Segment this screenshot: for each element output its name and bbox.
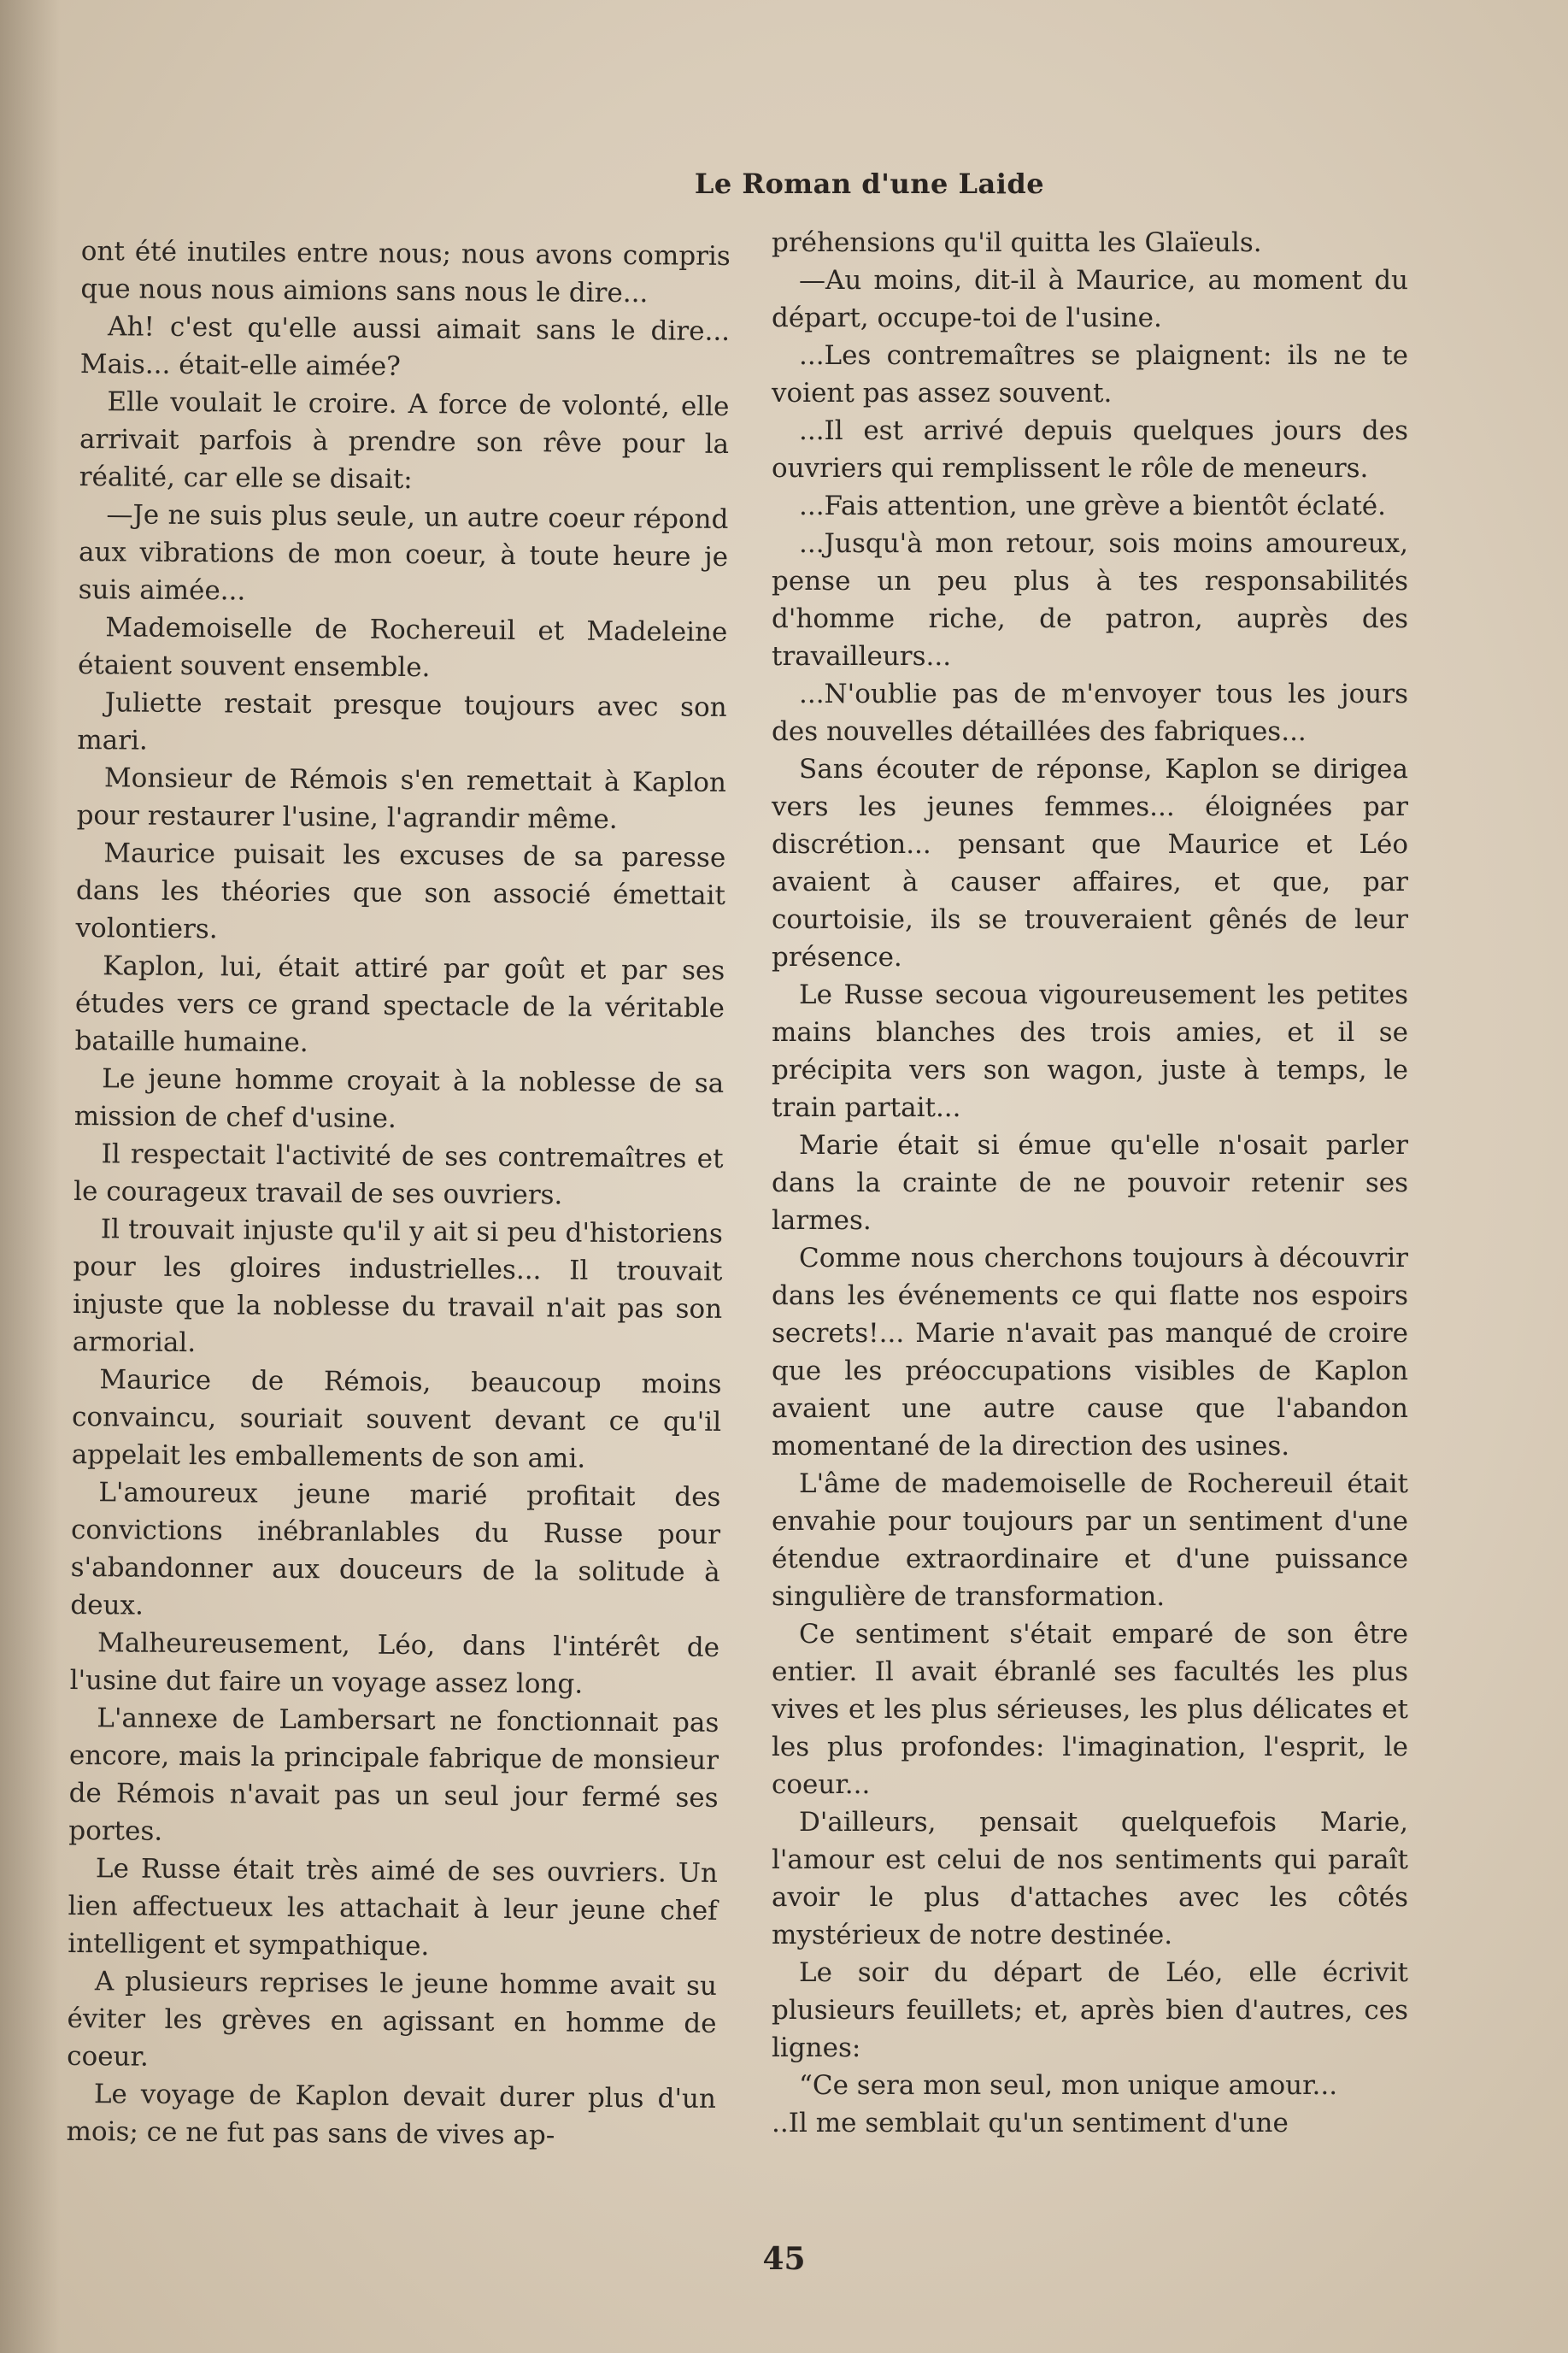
paragraph: préhensions qu'il quitta les Glaïeuls. [772,227,1262,258]
paragraph: L'amoureux jeune marié profitait des convictions inébranlables du Russe pour s'abandonner aux douceurs de la solitude à deux. [70,1477,721,1621]
paragraph: ont été inutiles entre nous; nous avons compris que nous nous aimions sans nous le dire... [80,235,731,309]
paragraph: —Je ne suis plus seule, un autre coeur répond aux vibrations de mon coeur, à toute heure je suis aimée... [78,499,729,607]
paragraph: Juliette restait presque toujours avec son mari. [77,687,727,756]
paragraph: “Ce sera mon seul, mon unique amour... [799,2070,1338,2101]
paragraph: L'âme de mademoiselle de Rochereuil était envahie pour toujours par un sentiment d'une étendue extraordinaire et d'une puissance singulière de transformation. [772,1468,1408,1612]
paragraph: Le Russe secoua vigoureusement les petites mains blanches des trois amies, et il se précipita vers son wagon, juste à temps, le train partait... [772,979,1408,1123]
paragraph: Le voyage de Kaplon devait durer plus d'un mois; ce ne fut pas sans de vives ap- [66,2079,717,2151]
left-column [66,232,731,2156]
paragraph: Monsieur de Rémois s'en remettait à Kaplon pour restaurer l'usine, l'agrandir même. [76,762,727,835]
paragraph: Elle voulait le croire. A force de volonté, elle arrivait parfois à prendre son rêve pour la réalité, car elle se disait: [79,386,730,496]
book-title: Le Roman d'une Laide [694,168,1045,200]
paragraph: ...N'oublie pas de m'envoyer tous les jours des nouvelles détaillées des fabriques... [772,679,1408,747]
paragraph: ...Il est arrivé depuis quelques jours des ouvriers qui remplissent le rôle de meneurs. [772,415,1408,484]
paragraph: Le jeune homme croyait à la noblesse de sa mission de chef d'usine. [73,1063,725,1134]
paragraph: Le soir du départ de Léo, elle écrivit plusieurs feuillets; et, après bien d'autres, ces lignes: [772,1957,1408,2063]
paragraph: Ah! c'est qu'elle aussi aimait sans le dire... Mais... était-elle aimée? [79,311,731,382]
paragraph: ...Jusqu'à mon retour, sois moins amoureux, pense un peu plus à tes responsabilités d'homme riche, de patron, auprès des travailleurs... [772,528,1408,672]
paragraph: Il trouvait injuste qu'il y ait si peu d'historiens pour les gloires industrielles... Il trouvait injuste que la noblesse du travail n'ait pas son armorial. [72,1214,723,1359]
paragraph: Mademoiselle de Rochereuil et Madeleine étaient souvent ensemble. [77,612,728,684]
paragraph: D'ailleurs, pensait quelquefois Marie, l'amour est celui de nos sentiments qui paraît avoir le plus d'attaches avec les côtés mystérieux de notre destinée. [772,1807,1408,1950]
paragraph: Maurice puisait les excuses de sa paresse dans les théories que son associé émettait volontiers. [75,838,726,945]
paragraph: Comme nous cherchons toujours à découvrir dans les événements ce qui flatte nos espoirs secrets!... Marie n'avait pas manqué de croire que les préoccupations visibles de Kaplon avaient une autre cause que l'abandon momentané de la direction des usines. [772,1243,1408,1462]
running-header [0,168,1568,200]
right-column [772,224,1408,2142]
paragraph: —Au moins, dit-il à Maurice, au moment du départ, occupe-toi de l'usine. [772,265,1408,333]
paragraph: Sans écouter de réponse, Kaplon se dirigea vers les jeunes femmes... éloignées par discrétion... pensant que Maurice et Léo avaient à causer affaires, et que, par courtoisie, ils se trouveraient gênés de leur présence. [772,754,1408,973]
gutter-shadow [0,0,60,2353]
paragraph: ..Il me semblait qu'un sentiment d'une [772,2108,1289,2138]
paragraph: A plusieurs reprises le jeune homme avait su éviter les grèves en agissant en homme de coeur. [67,1966,718,2073]
paragraph: Ce sentiment s'était emparé de son être entier. Il avait ébranlé ses facultés les plus vives et les plus sérieuses, les plus délicates et les plus profondes: l'imagination, l'esprit, le coeur... [772,1619,1408,1800]
paragraph: Marie était si émue qu'elle n'osait parler dans la crainte de ne pouvoir retenir ses larmes. [772,1130,1408,1236]
paragraph: Kaplon, lui, était attiré par goût et par ses études vers ce grand spectacle de la véritable bataille humaine. [74,950,725,1059]
paragraph: Il respectait l'activité de ses contremaîtres et le courageux travail de ses ouvriers. [73,1138,724,1211]
paragraph: ...Fais attention, une grève a bientôt éclaté. [799,491,1386,521]
paragraph: ...Les contremaîtres se plaignent: ils ne te voient pas assez souvent. [772,340,1408,409]
paragraph: L'annexe de Lambersart ne fonctionnait pas encore, mais la principale fabrique de monsieur de Rémois n'avait pas un seul jour fermé ses portes. [68,1703,719,1847]
page-number: 45 [762,2241,806,2277]
paragraph: Malheureusement, Léo, dans l'intérêt de l'usine dut faire un voyage assez long. [69,1627,720,1700]
paragraph: Le Russe était très aimé de ses ouvriers. Un lien affectueux les attachait à leur jeune chef intelligent et sympathique. [68,1853,719,1962]
paragraph: Maurice de Rémois, beaucoup moins convaincu, souriait souvent devant ce qu'il appelait les emballements de son ami. [71,1364,722,1474]
